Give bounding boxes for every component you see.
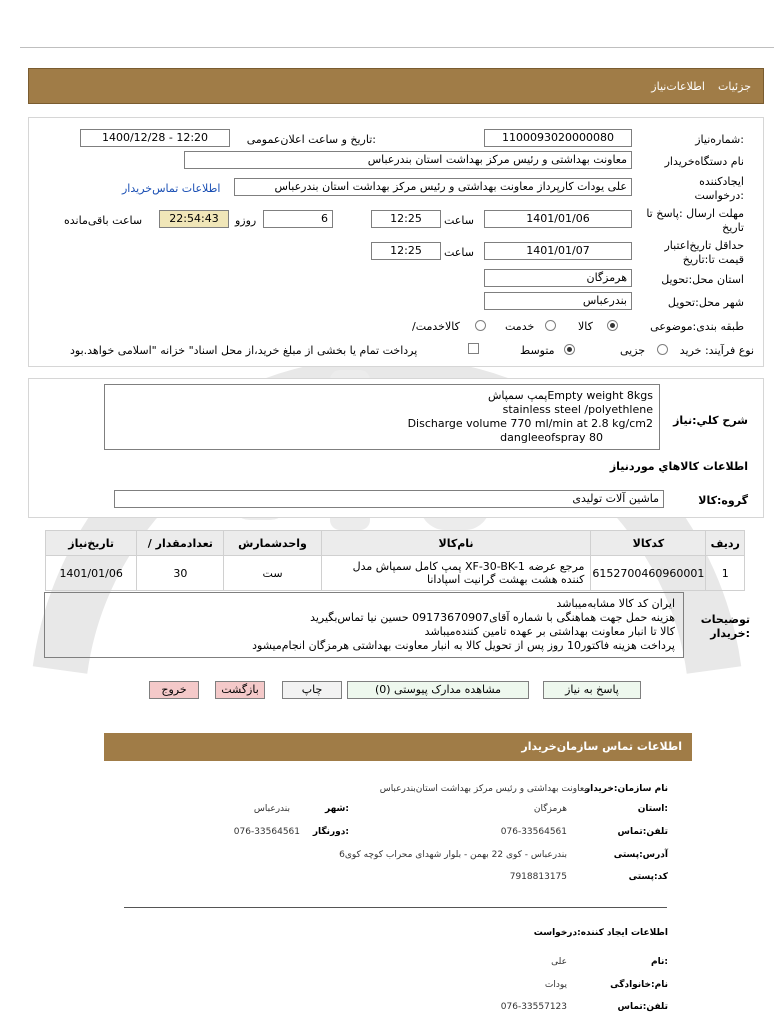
org-label: نام سازمان:خریدار [584,784,668,794]
col-need-date: تاریخ‌نیاز [46,531,137,556]
row-unit: ست [224,556,321,591]
remaining-time-field: 22:54:43 [159,210,229,228]
province-label: استان محل:تحویل [661,273,744,286]
send-time-label: ساعت [444,214,474,227]
announce-field: 1400/12/28 - 12:20 [80,129,230,147]
treasury-payment-checkbox[interactable] [468,343,479,354]
contact-fax-label: دورنگار: [312,827,349,837]
buyer-notes-label: توضیحات :خریدار [700,613,750,640]
contact-city-label: شهر: [325,804,349,814]
contact-province-value: هرمزگان [533,804,567,814]
buyer-notes-box [44,592,684,658]
province-field: هرمزگان [484,269,632,287]
summary-line: dangleeofspray 80 [500,431,603,444]
tab-need-info[interactable]: اطلاعات‌نیاز [651,80,705,93]
category-label: طبقه بندی:موضوعی [650,320,744,333]
row-need-date: 1401/01/06 [46,556,137,591]
contact-address-label: آدرس:پستی [613,850,668,860]
category-both-radio[interactable] [475,320,486,331]
city-field: بندرعباس [484,292,632,310]
table-row [46,556,745,591]
reply-button[interactable]: پاسخ به نیاز [543,681,641,699]
contact-fax-value: 076-33564561 [233,827,300,837]
note-line: هزینه حمل جهت هماهنگی با شماره آقای09173670907 حسین نیا تماس‌بگیرید [310,611,675,624]
org-value: معاونت بهداشتی و رئیس مرکز بهداشت استان‌بندرعباس [379,784,589,794]
col-quantity: / تعدادمقدار [137,531,224,556]
goods-section-title: اطلاعات کالاهاي موردنياز [609,460,748,473]
summary-line: stainless steel /polyethlene [502,403,653,416]
creator-phone-value: 076-33557123 [500,1002,567,1012]
announce-label: تاریخ و ساعت اعلان‌عمومی: [246,133,376,146]
contact-phone-value: 076-33564561 [500,827,567,837]
send-date-field: 1401/01/06 [484,210,632,228]
days-field: 6 [263,210,333,228]
row-goods-name: پمپ کامل سمپاش مدل XF-30-BK-1 مرجع عرضه کننده هشت بهشت گرانیت اسپادانا [321,556,591,591]
buyer-contact-title: اطلاعات تماس سازمان‌خریدار [521,740,682,753]
goods-table-header [46,531,745,556]
need-number-label: شماره‌نیاز: [695,133,744,146]
goods-group-label: گروه:کالا [698,494,748,507]
col-unit: واحدشمارش [224,531,321,556]
col-goods-name: نام‌کالا [321,531,591,556]
validity-date-field: 1401/01/07 [484,242,632,260]
creator-label: ایجادکننده درخواست: [694,175,744,202]
contact-phone-label: تلفن:تماس [617,827,668,837]
header-bar [28,68,764,104]
buyer-field: معاونت بهداشتی و رئیس مرکز بهداشت استان بندرعباس [184,151,632,169]
row-quantity: 30 [137,556,224,591]
col-row-index: ردیف [706,531,745,556]
validity-time-label: ساعت [444,246,474,259]
creator-field: علی یودات کارپرداز معاونت بهداشتی و رئیس مرکز بهداشت استان بندرعباس [234,178,632,196]
col-goods-code: کدکالا [591,531,706,556]
validity-label: حداقل تاریخ‌اعتبار قیمت تا:تاریخ [664,239,744,266]
process-label: نوع فرآیند: خرید [679,344,754,357]
category-service-label: خدمت [505,320,535,333]
creator-family-label: نام:خانوادگی [610,980,668,990]
creator-phone-label: تلفن:تماس [617,1002,668,1012]
process-medium-label: متوسط [520,344,555,357]
treasury-payment-note: پرداخت تمام یا بخشی از مبلغ خرید،از محل اسناد" خزانه "اسلامی خواهد.بود [70,344,418,357]
exit-button[interactable]: خروج [149,681,199,699]
send-deadline-label: مهلت ارسال :پاسخ تا تاریخ [646,207,744,234]
note-line: ایران کد کالا مشابه‌میباشد [556,597,675,610]
summary-textbox [104,384,660,450]
row-goods-code: 6152700460960001 [591,556,706,591]
category-goods-radio[interactable] [607,320,618,331]
creator-name-value: علی [551,957,567,967]
goods-table [45,530,745,591]
contact-postal-label: کد:پستی [628,872,668,882]
category-both-label: /کالاخدمت [412,320,460,333]
goods-group-field: ماشین آلات تولیدی [114,490,664,508]
top-divider [20,47,774,48]
process-small-radio[interactable] [657,344,668,355]
summary-label: شرح کلي:نياز [673,414,748,427]
buyer-contact-header [104,733,692,761]
summary-line: Discharge volume 770 ml/min at 2.8 kg/cm2 [407,417,653,430]
buyer-label: نام دستگاه‌خریدار [664,155,744,168]
summary-line: پمپ سمپاشEmpty weight 8kgs [487,389,653,402]
process-medium-radio[interactable] [564,344,575,355]
note-line: پرداخت هزینه فاکتور10 روز پس از تحویل کالا به انبار معاونت بهداشتی هرمزگان انجام‌میشود [252,639,675,652]
send-time-field: 12:25 [371,210,441,228]
validity-time-field: 12:25 [371,242,441,260]
city-label: شهر محل:تحویل [667,296,744,309]
contact-address-value: بندرعباس - کوی 22 بهمن - بلوار شهدای محراب کوچه کوی6 [339,850,567,860]
need-number-field: 1100093020000080 [484,129,632,147]
contact-postal-value: 7918813175 [509,872,567,882]
print-button[interactable]: چاپ [282,681,342,699]
creator-family-value: یودات [544,980,567,990]
back-button[interactable]: بازگشت [215,681,265,699]
tab-details[interactable]: جزئیات [718,80,751,93]
note-line: کالا تا انبار معاونت بهداشتی بر عهده تامین کننده‌میباشد [424,625,675,638]
row-index: 1 [706,556,745,591]
buyer-contact-link[interactable]: اطلاعات تماس‌خریدار [122,182,221,195]
creator-info-title: اطلاعات ایجاد کننده:درخواست [533,928,668,938]
process-small-label: جزیی [620,344,646,357]
contact-divider [124,907,667,908]
remaining-label: ساعت باقی‌مانده [64,214,143,227]
category-service-radio[interactable] [545,320,556,331]
contact-city-value: بندرعباس [253,804,290,814]
category-goods-label: کالا [578,320,593,333]
contact-province-label: استان: [637,804,668,814]
creator-name-label: نام: [651,957,668,967]
view-attachments-button[interactable]: مشاهده مدارک پیوستی (0) [347,681,529,699]
days-label: روزو [235,214,257,227]
